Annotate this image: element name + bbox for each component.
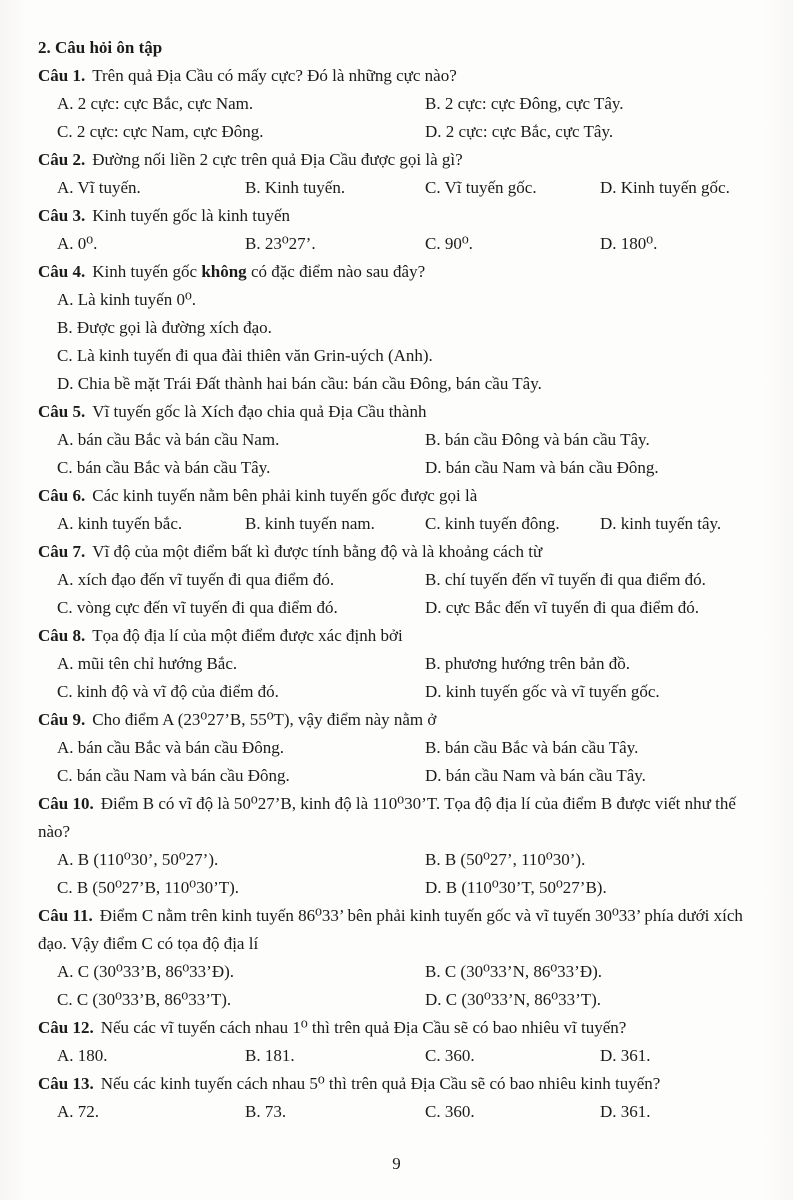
question [38,398,745,482]
option: A. bán cầu Bắc và bán cầu Đông. [57,738,285,757]
option: C. kinh độ và vĩ độ của điểm đó. [57,682,279,701]
option: A. mũi tên chỉ hướng Bắc. [57,654,238,673]
options [57,958,745,1014]
options [57,510,745,538]
option: C. C (30⁰33’B, 86⁰33’T). [57,990,232,1009]
section-title: 2. Câu hỏi ôn tập [38,38,163,57]
option: B. kinh tuyến nam. [245,514,375,533]
option: C. 360. [425,1102,475,1121]
option: C. vòng cực đến vĩ tuyến đi qua điểm đó. [57,598,338,617]
option: B. bán cầu Đông và bán cầu Tây. [425,430,650,449]
options [57,566,745,622]
question-text-segment: Cho điểm A (23⁰27’B, 55⁰T), vậy điểm này nằm ở [92,710,437,729]
option: A. Vĩ tuyến. [57,178,141,197]
option: B. C (30⁰33’N, 86⁰33’Đ). [425,962,603,981]
option: A. bán cầu Bắc và bán cầu Nam. [57,430,280,449]
option: D. 361. [600,1102,651,1121]
question-label: Câu 10. [38,794,94,813]
option: B. bán cầu Bắc và bán cầu Tây. [425,738,639,757]
question-text [38,258,745,286]
question [38,62,745,146]
question [38,790,745,902]
question-text [38,902,745,958]
question [38,146,745,202]
option: D. C (30⁰33’N, 86⁰33’T). [425,990,602,1009]
options [57,426,745,482]
question-text-segment: Kinh tuyến gốc là kinh tuyến [92,206,291,225]
option: C. Vĩ tuyến gốc. [425,178,537,197]
options [57,90,745,146]
question [38,258,745,398]
question [38,202,745,258]
option: C. 2 cực: cực Nam, cực Đông. [57,122,264,141]
question-label: Câu 4. [38,262,86,281]
option: C. Là kinh tuyến đi qua đài thiên văn Grin-uých (Anh). [57,346,433,365]
option: D. Chia bề mặt Trái Đất thành hai bán cầu: bán cầu Đông, bán cầu Tây. [57,374,542,393]
option: B. phương hướng trên bản đồ. [425,654,630,673]
option: C. B (50⁰27’B, 110⁰30’T). [57,878,240,897]
option: C. kinh tuyến đông. [425,514,560,533]
option: A. 72. [57,1102,100,1121]
option: B. Kinh tuyến. [245,178,346,197]
options [57,650,745,706]
question-text-segment: Điểm B có vĩ độ là 50⁰27’B, kinh độ là 110⁰30’T. Tọa độ địa lí của điểm B được viết như thế nào? [38,794,736,841]
option: D. 2 cực: cực Bắc, cực Tây. [425,122,614,141]
option: C. 360. [425,1046,475,1065]
question-text-segment: có đặc điểm nào sau đây? [246,262,426,281]
question [38,622,745,706]
options [57,1042,745,1070]
option: B. 73. [245,1102,287,1121]
option: B. Được gọi là đường xích đạo. [57,318,272,337]
question [38,482,745,538]
option: B. 181. [245,1046,295,1065]
option: D. kinh tuyến tây. [600,514,722,533]
question-label: Câu 11. [38,906,93,925]
question-text [38,706,745,734]
question-text-segment: Điểm C nằm trên kinh tuyến 86⁰33’ bên phải kinh tuyến gốc và vĩ tuyến 30⁰33’ phía dưới xích đạo. Vậy điểm C có tọa độ địa lí [38,906,743,953]
page-number: 9 [392,1154,401,1173]
question-text-segment: Kinh tuyến gốc [92,262,202,281]
question [38,538,745,622]
question-text-segment: Nếu các vĩ tuyến cách nhau 1⁰ thì trên quả Địa Cầu sẽ có bao nhiêu vĩ tuyến? [100,1018,627,1037]
option: D. 180⁰. [600,234,658,253]
questions-list [38,62,745,1126]
question-text [38,1014,745,1042]
question-text [38,622,745,650]
options [57,230,745,258]
question-label: Câu 7. [38,542,86,561]
option: B. chí tuyến đến vĩ tuyến đi qua điểm đó. [425,570,706,589]
option: B. 23⁰27’. [245,234,316,253]
question-text [38,1070,745,1098]
option: A. 180. [57,1046,108,1065]
options [57,734,745,790]
question-text [38,538,745,566]
option: D. 361. [600,1046,651,1065]
question [38,902,745,1014]
question-text-bold: không [201,262,247,281]
question-label: Câu 9. [38,710,86,729]
option: A. C (30⁰33’B, 86⁰33’Đ). [57,962,235,981]
option: B. B (50⁰27’, 110⁰30’). [425,850,586,869]
question-label: Câu 3. [38,206,86,225]
option: A. Là kinh tuyến 0⁰. [57,290,197,309]
question-label: Câu 6. [38,486,86,505]
option: D. bán cầu Nam và bán cầu Tây. [425,766,646,785]
option: A. xích đạo đến vĩ tuyến đi qua điểm đó. [57,570,335,589]
question-text-segment: Các kinh tuyến nằm bên phải kinh tuyến gốc được gọi là [92,486,478,505]
question [38,1014,745,1070]
option: C. bán cầu Bắc và bán cầu Tây. [57,458,271,477]
question-text-segment: Nếu các kinh tuyến cách nhau 5⁰ thì trên quả Địa Cầu sẽ có bao nhiêu kinh tuyến? [100,1074,661,1093]
question-text [38,790,745,846]
question-label: Câu 13. [38,1074,94,1093]
question-text-segment: Vĩ độ của một điểm bất kì được tính bằng độ và là khoảng cách từ [92,542,543,561]
question-text [38,482,745,510]
question-label: Câu 5. [38,402,86,421]
question-text [38,62,745,90]
question-text-segment: Vĩ tuyến gốc là Xích đạo chia quả Địa Cầu thành [92,402,427,421]
option: A. 0⁰. [57,234,98,253]
question-text [38,146,745,174]
question [38,1070,745,1126]
question-text [38,202,745,230]
option: D. bán cầu Nam và bán cầu Đông. [425,458,659,477]
options [57,1098,745,1126]
options [57,286,745,398]
option: D. B (110⁰30’T, 50⁰27’B). [425,878,607,897]
options [57,846,745,902]
option: D. cực Bắc đến vĩ tuyến đi qua điểm đó. [425,598,700,617]
option: A. 2 cực: cực Bắc, cực Nam. [57,94,254,113]
question-label: Câu 2. [38,150,86,169]
option: C. bán cầu Nam và bán cầu Đông. [57,766,290,785]
question-label: Câu 8. [38,626,86,645]
question-label: Câu 1. [38,66,86,85]
option: B. 2 cực: cực Đông, cực Tây. [425,94,624,113]
question-text [38,398,745,426]
question-label: Câu 12. [38,1018,94,1037]
option: D. Kinh tuyến gốc. [600,178,730,197]
option: C. 90⁰. [425,234,473,253]
question-text-segment: Đường nối liền 2 cực trên quả Địa Cầu được gọi là gì? [92,150,463,169]
option: A. kinh tuyến bắc. [57,514,183,533]
question-text-segment: Tọa độ địa lí của một điểm được xác định bởi [92,626,403,645]
question-text-segment: Trên quả Địa Cầu có mấy cực? Đó là những cực nào? [92,66,457,85]
question [38,706,745,790]
option: D. kinh tuyến gốc và vĩ tuyến gốc. [425,682,660,701]
option: A. B (110⁰30’, 50⁰27’). [57,850,219,869]
options [57,174,745,202]
